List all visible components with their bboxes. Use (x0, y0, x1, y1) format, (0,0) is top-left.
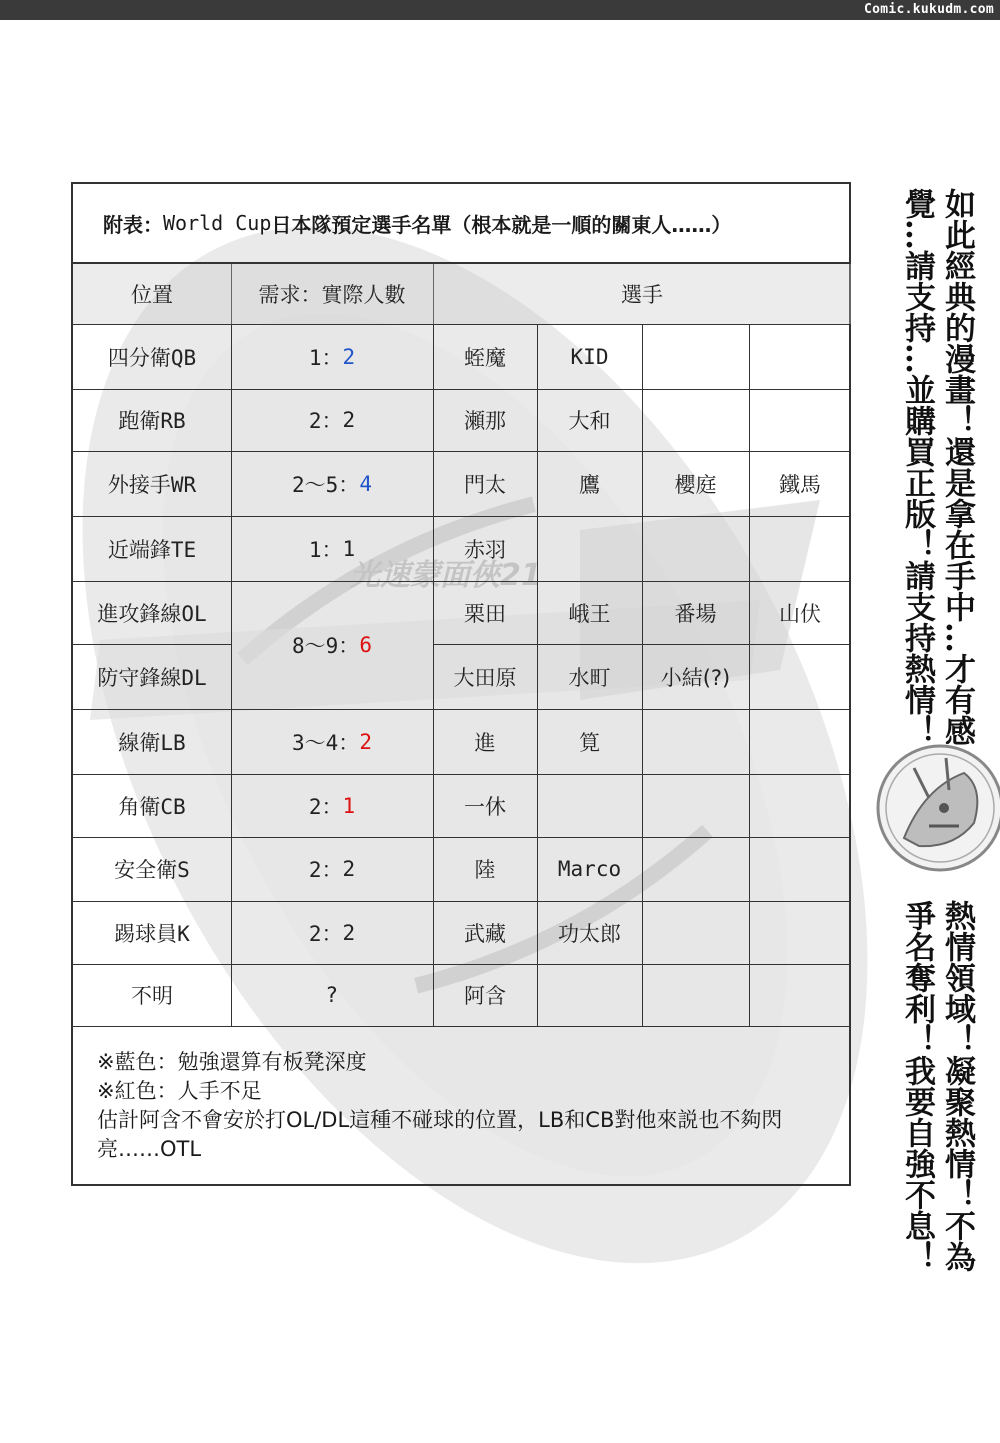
title-world-cup: World Cup (163, 211, 272, 235)
player-cell: 陸 (474, 858, 496, 882)
pos-te: 近端鋒TE (107, 537, 197, 562)
actual-cb: 1 (342, 793, 356, 818)
pos-lb: 線衛LB (118, 730, 186, 755)
actual-wr: 4 (359, 471, 372, 496)
table-title (73, 184, 849, 264)
player-cell: 蛭魔 (464, 345, 506, 370)
player-cell: 鷹 (579, 472, 600, 497)
side-text-col4: 爭名奪利！我要自強不息！ (899, 900, 935, 1272)
player-cell: 功太郎 (558, 921, 621, 946)
actual-s: 2 (342, 857, 356, 881)
demand-s: 2： 2 (308, 857, 356, 882)
demand-unknown: ? (326, 983, 338, 1007)
watermark-text: 光速蒙面俠21 (350, 558, 542, 593)
actual-ol-dl: 6 (359, 633, 372, 657)
pos-unknown: 不明 (131, 984, 173, 1008)
note-blue: ※藍色：勉強還算有板凳深度 (97, 1050, 367, 1074)
top-bar (0, 0, 1000, 20)
pos-wr: 外接手WR (107, 472, 197, 497)
side-text-col3: 熱情領域！凝聚熱情！不為 (939, 900, 975, 1272)
player-cell: 大和 (568, 409, 611, 433)
eyeshield-emblem-icon (874, 728, 1000, 888)
player-cell: 赤羽 (464, 537, 506, 562)
actual-k: 2 (342, 920, 356, 945)
pos-cb: 角衛CB (118, 794, 186, 819)
site-label[interactable]: Comic.kukudm.com (863, 2, 994, 17)
pos-k: 踢球員K (114, 921, 190, 946)
note-red: ※紅色：人手不足 (97, 1079, 262, 1103)
actual-te: 1 (342, 536, 356, 561)
player-cell: 武藏 (464, 921, 506, 946)
header-players: 選手 (433, 264, 851, 324)
player-cell: 水町 (568, 665, 611, 690)
demand-cb: 2： 1 (308, 793, 356, 819)
player-cell: 峨王 (568, 601, 611, 626)
player-cell: 山伏 (779, 601, 821, 626)
pos-qb: 四分衛QB (107, 345, 197, 370)
title-suffix: 日本隊預定選手名單（根本就是一順的關東人……） (271, 212, 732, 237)
player-cell: 櫻庭 (674, 472, 717, 497)
player-cell: 阿含 (464, 984, 506, 1008)
player-cell: 栗田 (464, 601, 506, 626)
demand-ol-dl: 8～9： 6 (292, 633, 372, 658)
side-text-col1: 如此經典的漫畫！還是拿在手中…才有感 (939, 188, 975, 746)
pos-s: 安全衛S (114, 858, 190, 882)
player-cell: KID (570, 344, 609, 369)
player-cell: 鐵馬 (779, 472, 821, 497)
actual-lb: 2 (359, 729, 372, 754)
demand-qb: 1： 2 (308, 344, 356, 370)
player-cell: Marco (557, 857, 622, 881)
actual-rb: 2 (342, 408, 356, 432)
note-comment: 估計阿含不會安於打OL/DL這種不碰球的位置，LB和CB對他來説也不夠閃亮……OTL (97, 1108, 783, 1161)
player-cell: 大田原 (453, 665, 517, 690)
pos-rb: 跑衛RB (118, 409, 186, 433)
demand-lb: 3～4： 2 (292, 729, 372, 755)
roster-table (71, 182, 851, 1186)
pos-ol: 進攻鋒線OL (97, 601, 207, 626)
player-cell: 進 (474, 730, 496, 755)
header-position: 位置 (73, 264, 231, 324)
player-cell: 番場 (674, 601, 717, 626)
player-cell: 一休 (464, 794, 506, 819)
table-notes (97, 1048, 837, 1164)
demand-k: 2： 2 (308, 920, 356, 946)
side-text-col2: 覺…請支持…並購買正版！請支持熱情！ (899, 188, 935, 746)
title-prefix: 附表： (103, 212, 163, 237)
demand-rb: 2： 2 (308, 408, 356, 433)
actual-qb: 2 (342, 344, 356, 369)
demand-te: 1： 1 (308, 536, 356, 562)
player-cell: 瀬那 (464, 409, 506, 433)
header-demand: 需求：實際人數 (231, 264, 433, 324)
player-cell: 門太 (464, 472, 506, 497)
player-cell: 筧 (579, 730, 600, 755)
player-cell: 小結(?) (660, 665, 731, 690)
demand-wr: 2～5： 4 (292, 471, 372, 497)
pos-dl: 防守鋒線DL (97, 665, 207, 690)
